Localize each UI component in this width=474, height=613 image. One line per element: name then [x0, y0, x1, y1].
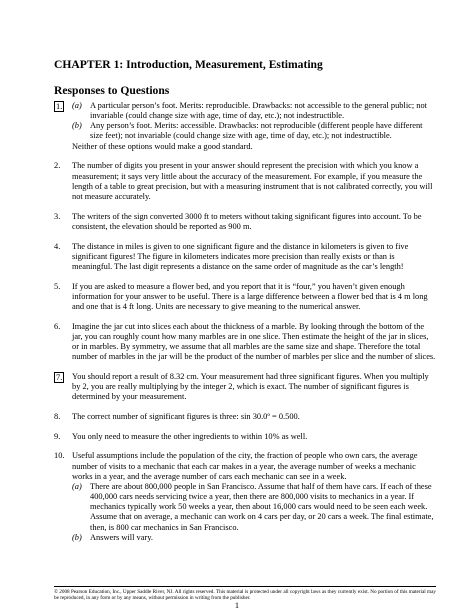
response-10-part-b [72, 533, 436, 543]
part-text: Any person’s foot. Merits: accessible. Drawbacks: not reproducible (different people have different size feet); not invariable (could change size with age, time of day, etc.); not indestructible. [90, 121, 423, 141]
part-text: Answers will vary. [90, 532, 153, 542]
response-number: 5. [54, 281, 61, 291]
response-text: The correct number of significant figures is three: sin 30.0º = 0.500. [72, 411, 300, 421]
response-10-intro: Useful assumptions include the population of the city, the fraction of people who own cars, the average number of visits to a mechanic that each car makes in a year, the average number of weeks a mechanic works in a year, and the average number of cars each mechanic can see in a week. [72, 451, 418, 481]
response-5 [54, 282, 436, 312]
response-number: 10. [54, 451, 65, 461]
response-9 [54, 432, 436, 442]
page-number: 1 [234, 601, 240, 610]
response-1 [54, 101, 436, 152]
chapter-title: CHAPTER 1: Introduction, Measurement, Estimating [54, 58, 323, 71]
response-text: The writers of the sign converted 3000 ft to meters without taking significant figures into account. To be consistent, the elevation should be reported as 900 m. [72, 211, 422, 231]
part-label: (b) [72, 532, 82, 542]
response-number: 1. [56, 102, 63, 111]
response-10 [54, 451, 436, 542]
response-number: 9. [54, 431, 61, 441]
response-1-closing: Neither of these options would make a good standard. [72, 141, 253, 151]
response-2 [54, 161, 436, 202]
response-body [72, 101, 436, 152]
response-8 [54, 412, 436, 422]
part-text: There are about 800,000 people in San Francisco. Assume that half of them have cars. If each of these 400,000 cars needs servicing twice a year, then there are 800,000 visits to mechanics in a year. If mechanics typically work 50 weeks a year, then about 16,000 cars would need to be seen each week. Assume that on average, a mechanic can work on 4 cars per day, or 20 cars a week. The final estimate, then, is 800 car mechanics in San Francisco. [90, 481, 434, 532]
response-text: If you are asked to measure a flower bed, and you report that it is “four,” you haven’t given enough information for your answer to be useful. There is a large difference between a flower bed that is 4 m long and one that is 4 ft long. Units are necessary to give meaning to the numerical answer. [72, 281, 428, 311]
copyright-footer: © 2008 Pearson Education, Inc., Upper Saddle River, NJ. All rights reserved. This material is protected under all copyright laws as they currently exist. No portion of this material may be reproduced, in any form or by any means, without permission in writing from the publisher. [54, 589, 436, 602]
response-text: The number of digits you present in your answer should represent the precision with which you know a measurement; it says very little about the accuracy of the measurement. For example, if you measure the length of a table to great precision, but with a measuring instrument that is not calibrated correctly, you will not measure accurately. [72, 161, 433, 201]
response-1-part-a [72, 101, 436, 121]
response-number: 8. [54, 411, 61, 421]
part-label: (b) [72, 121, 82, 131]
response-number: 4. [54, 241, 61, 251]
response-number: 3. [54, 211, 61, 221]
footer-divider [54, 586, 436, 587]
response-text: You only need to measure the other ingredients to within 10% as well. [72, 431, 308, 441]
part-text: A particular person’s foot. Merits: reproducible. Drawbacks: not accessible to the general public; not invariable (could change size with age, time of day, etc.); not indestructible. [90, 101, 427, 121]
response-number: 2. [54, 161, 61, 171]
response-4 [54, 242, 436, 272]
response-1-part-b [72, 121, 436, 141]
part-label: (a) [72, 481, 82, 491]
response-7 [54, 372, 436, 402]
section-title: Responses to Questions [54, 84, 170, 97]
response-number: 6. [54, 321, 61, 331]
part-label: (a) [72, 101, 82, 110]
response-number: 7. [56, 372, 63, 382]
response-text: The distance in miles is given to one significant figure and the distance in kilometers is given to five significant figures! The figure in kilometers indicates more precision than really exists or than is meaningful. The last digit represents a distance on the same order of magnitude as the car’s length! [72, 241, 409, 271]
response-text: You should report a result of 8.32 cm. Your measurement had three significant figures. When you multiply by 2, you are really multiplying by the integer 2, which is exact. The number of significant figures is determined by your measurement. [72, 371, 429, 402]
response-3 [54, 212, 436, 232]
responses-list [54, 101, 436, 552]
response-body [72, 451, 436, 542]
response-6 [54, 322, 436, 363]
response-text: Imagine the jar cut into slices each about the thickness of a marble. By looking through the bottom of the jar, you can roughly count how many marbles are in one slice. Then estimate the height of the jar in slices, or in marbles. By symmetry, we assume that all marbles are the same size and shape. Therefore the total number of marbles in the jar will be the product of the number of marbles per slice and the number of slices. [72, 321, 436, 362]
response-10-part-a [72, 482, 436, 533]
